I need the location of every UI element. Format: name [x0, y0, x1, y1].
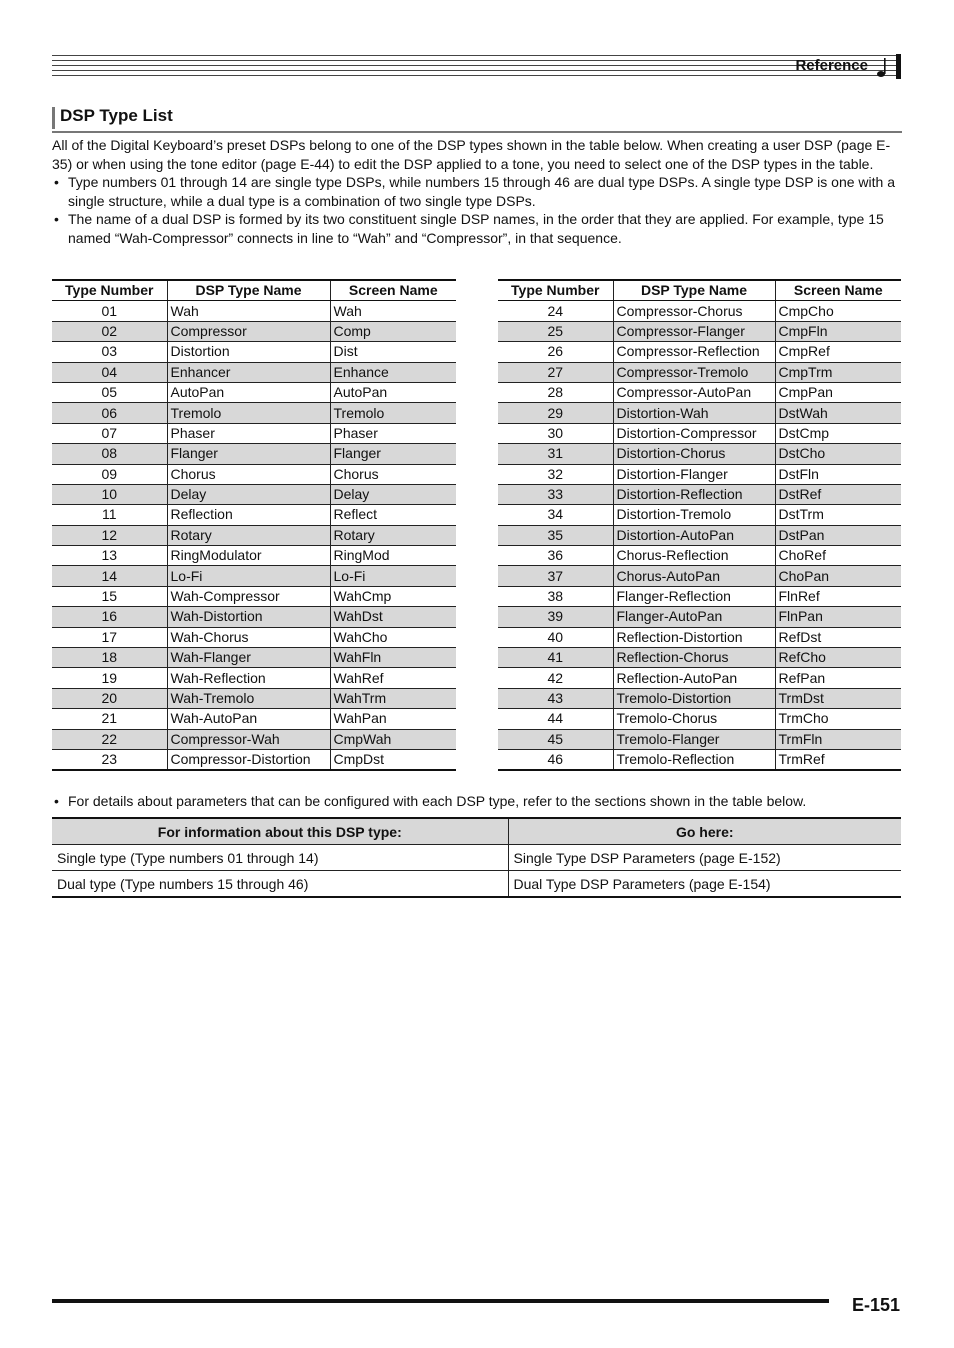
dsp-type-name-cell: Compressor-Chorus — [613, 301, 775, 321]
type-number-cell: 18 — [52, 648, 167, 668]
screen-name-cell: Reflect — [330, 505, 456, 525]
table-row — [52, 464, 456, 484]
type-number-cell: 10 — [52, 484, 167, 504]
dsp-type-name-cell: Wah-Chorus — [167, 627, 330, 647]
dsp-type-name-cell: Compressor-AutoPan — [613, 382, 775, 402]
screen-name-cell: DstCmp — [775, 423, 901, 443]
screen-name-cell: WahRef — [330, 668, 456, 688]
screen-name-cell: CmpCho — [775, 301, 901, 321]
type-number-cell: 08 — [52, 444, 167, 464]
screen-name-cell: TrmRef — [775, 749, 901, 770]
table-row — [498, 444, 901, 464]
type-number-cell: 07 — [52, 423, 167, 443]
dsp-type-name-cell: Compressor-Reflection — [613, 342, 775, 362]
type-number-cell: 29 — [498, 403, 613, 423]
screen-name-cell: DstTrm — [775, 505, 901, 525]
dsp-type-name-cell: Delay — [167, 484, 330, 504]
info-cell-type: Single type (Type numbers 01 through 14) — [52, 845, 508, 871]
type-number-cell: 02 — [52, 321, 167, 341]
table-row — [498, 648, 901, 668]
header-staff-lines — [52, 55, 898, 79]
dsp-type-name-cell: Wah-Compressor — [167, 586, 330, 606]
type-number-cell: 33 — [498, 484, 613, 504]
screen-name-cell: Flanger — [330, 444, 456, 464]
dsp-info-table — [52, 817, 901, 898]
screen-name-cell: Tremolo — [330, 403, 456, 423]
dsp-type-name-cell: Rotary — [167, 525, 330, 545]
dsp-type-name-cell: Tremolo-Flanger — [613, 729, 775, 749]
type-number-cell: 05 — [52, 382, 167, 402]
info-header-go-here: Go here: — [508, 818, 901, 845]
page-number: E-151 — [851, 1295, 900, 1315]
screen-name-cell: WahCmp — [330, 586, 456, 606]
type-number-cell: 40 — [498, 627, 613, 647]
dsp-type-name-cell: Distortion-Chorus — [613, 444, 775, 464]
dsp-type-name-cell: Wah-Flanger — [167, 648, 330, 668]
table-row — [498, 342, 901, 362]
table-row — [498, 668, 901, 688]
type-number-cell: 36 — [498, 546, 613, 566]
type-number-cell: 37 — [498, 566, 613, 586]
table-row — [498, 525, 901, 545]
col-header-dsp-type-name: DSP Type Name — [613, 280, 775, 301]
col-header-screen-name: Screen Name — [330, 280, 456, 301]
type-number-cell: 30 — [498, 423, 613, 443]
table-row — [498, 729, 901, 749]
table-row — [52, 505, 456, 525]
table-row — [52, 525, 456, 545]
table-row — [52, 566, 456, 586]
type-number-cell: 21 — [52, 709, 167, 729]
screen-name-cell: FlnPan — [775, 607, 901, 627]
type-number-cell: 38 — [498, 586, 613, 606]
table-row — [498, 749, 901, 770]
screen-name-cell: CmpRef — [775, 342, 901, 362]
table-row — [52, 586, 456, 606]
type-number-cell: 03 — [52, 342, 167, 362]
screen-name-cell: FlnRef — [775, 586, 901, 606]
section-title: DSP Type List — [60, 106, 173, 125]
dsp-type-name-cell: Lo-Fi — [167, 566, 330, 586]
screen-name-cell: WahPan — [330, 709, 456, 729]
dsp-type-name-cell: Compressor-Flanger — [613, 321, 775, 341]
screen-name-cell: RefPan — [775, 668, 901, 688]
type-number-cell: 32 — [498, 464, 613, 484]
col-header-screen-name: Screen Name — [775, 280, 901, 301]
screen-name-cell: CmpTrm — [775, 362, 901, 382]
screen-name-cell: CmpWah — [330, 729, 456, 749]
table-row — [498, 403, 901, 423]
type-number-cell: 35 — [498, 525, 613, 545]
screen-name-cell: Chorus — [330, 464, 456, 484]
screen-name-cell: DstRef — [775, 484, 901, 504]
screen-name-cell: RefDst — [775, 627, 901, 647]
table-row — [498, 484, 901, 504]
type-number-cell: 15 — [52, 586, 167, 606]
screen-name-cell: ChoPan — [775, 566, 901, 586]
table-row — [498, 607, 901, 627]
screen-name-cell: DstFln — [775, 464, 901, 484]
bullet-text: The name of a dual DSP is formed by its two constituent single DSP names, in the order that they are applied. For example, type 15 named “Wah-Compressor” connects in line to “Wah” and “Compressor”, in that sequence. — [68, 211, 884, 246]
dsp-type-name-cell: Distortion-Reflection — [613, 484, 775, 504]
table-row — [498, 382, 901, 402]
type-number-cell: 41 — [498, 648, 613, 668]
intro-paragraph: All of the Digital Keyboard’s preset DSPs belong to one of the DSP types shown in the table below. When creating a user DSP (page E-35) or when using the tone editor (page E-44) to edit the DSP applied to a tone, you need to select one of the DSP types in the table. — [52, 137, 891, 172]
type-number-cell: 34 — [498, 505, 613, 525]
dsp-type-name-cell: Flanger-Reflection — [613, 586, 775, 606]
type-number-cell: 46 — [498, 749, 613, 770]
table-row — [498, 546, 901, 566]
type-number-cell: 20 — [52, 688, 167, 708]
type-number-cell: 45 — [498, 729, 613, 749]
screen-name-cell: WahCho — [330, 627, 456, 647]
type-number-cell: 24 — [498, 301, 613, 321]
dsp-type-name-cell: Distortion-AutoPan — [613, 525, 775, 545]
screen-name-cell: WahFln — [330, 648, 456, 668]
dsp-type-name-cell: Distortion-Flanger — [613, 464, 775, 484]
table-row — [52, 607, 456, 627]
screen-name-cell: WahDst — [330, 607, 456, 627]
dsp-type-name-cell: Phaser — [167, 423, 330, 443]
info-cell-reference: Single Type DSP Parameters (page E-152) — [508, 845, 901, 871]
table-row — [52, 321, 456, 341]
bullet-text: Type numbers 01 through 14 are single type DSPs, while numbers 15 through 46 are dual type DSPs. A single type DSP is one with a single structure, while a dual type is a combination of two single type DSPs. — [68, 174, 895, 209]
type-number-cell: 16 — [52, 607, 167, 627]
music-note-icon — [876, 56, 888, 78]
table-row — [498, 362, 901, 382]
table-row — [52, 342, 456, 362]
col-header-type-number: Type Number — [498, 280, 613, 301]
col-header-dsp-type-name: DSP Type Name — [167, 280, 330, 301]
screen-name-cell: Lo-Fi — [330, 566, 456, 586]
type-number-cell: 31 — [498, 444, 613, 464]
screen-name-cell: RingMod — [330, 546, 456, 566]
type-number-cell: 11 — [52, 505, 167, 525]
dsp-type-name-cell: Reflection-Distortion — [613, 627, 775, 647]
screen-name-cell: CmpPan — [775, 382, 901, 402]
screen-name-cell: Rotary — [330, 525, 456, 545]
type-number-cell: 43 — [498, 688, 613, 708]
dsp-type-table-left — [52, 279, 456, 771]
type-number-cell: 09 — [52, 464, 167, 484]
dsp-type-table-right — [498, 279, 901, 771]
dsp-type-name-cell: Wah-AutoPan — [167, 709, 330, 729]
dsp-type-name-cell: Chorus — [167, 464, 330, 484]
screen-name-cell: DstCho — [775, 444, 901, 464]
type-number-cell: 25 — [498, 321, 613, 341]
type-number-cell: 19 — [52, 668, 167, 688]
type-number-cell: 44 — [498, 709, 613, 729]
table-row — [52, 749, 456, 770]
screen-name-cell: Dist — [330, 342, 456, 362]
table-row — [52, 688, 456, 708]
screen-name-cell: TrmCho — [775, 709, 901, 729]
footer-rule — [52, 1299, 829, 1303]
table-row — [52, 627, 456, 647]
table-row — [52, 668, 456, 688]
details-note — [52, 793, 806, 809]
type-number-cell: 39 — [498, 607, 613, 627]
dsp-type-name-cell: Flanger — [167, 444, 330, 464]
dsp-type-name-cell: Wah-Distortion — [167, 607, 330, 627]
col-header-type-number: Type Number — [52, 280, 167, 301]
screen-name-cell: Comp — [330, 321, 456, 341]
dsp-type-name-cell: Tremolo-Chorus — [613, 709, 775, 729]
screen-name-cell: Enhance — [330, 362, 456, 382]
table-row — [52, 423, 456, 443]
screen-name-cell: DstWah — [775, 403, 901, 423]
bullet-dot: • — [54, 211, 59, 228]
table-row — [498, 423, 901, 443]
intro-text — [52, 136, 902, 248]
dsp-type-name-cell: Distortion-Wah — [613, 403, 775, 423]
type-number-cell: 14 — [52, 566, 167, 586]
dsp-type-name-cell: Chorus-Reflection — [613, 546, 775, 566]
type-number-cell: 28 — [498, 382, 613, 402]
screen-name-cell: Delay — [330, 484, 456, 504]
dsp-type-name-cell: Wah-Reflection — [167, 668, 330, 688]
screen-name-cell: DstPan — [775, 525, 901, 545]
dsp-type-name-cell: Compressor-Wah — [167, 729, 330, 749]
info-header-type: For information about this DSP type: — [52, 818, 508, 845]
dsp-type-name-cell: Distortion-Compressor — [613, 423, 775, 443]
table-row — [52, 362, 456, 382]
screen-name-cell: ChoRef — [775, 546, 901, 566]
table-row — [498, 566, 901, 586]
type-number-cell: 22 — [52, 729, 167, 749]
table-row — [52, 729, 456, 749]
table-row — [52, 871, 901, 898]
screen-name-cell: RefCho — [775, 648, 901, 668]
info-cell-reference: Dual Type DSP Parameters (page E-154) — [508, 871, 901, 898]
dsp-type-name-cell: AutoPan — [167, 382, 330, 402]
type-number-cell: 01 — [52, 301, 167, 321]
header-reference-label: Reference — [795, 57, 868, 74]
table-row — [498, 505, 901, 525]
table-row — [498, 709, 901, 729]
dsp-type-name-cell: Wah-Tremolo — [167, 688, 330, 708]
screen-name-cell: WahTrm — [330, 688, 456, 708]
dsp-type-name-cell: Flanger-AutoPan — [613, 607, 775, 627]
dsp-type-name-cell: Compressor-Distortion — [167, 749, 330, 770]
type-number-cell: 42 — [498, 668, 613, 688]
table-row — [498, 688, 901, 708]
type-number-cell: 04 — [52, 362, 167, 382]
dsp-type-name-cell: Chorus-AutoPan — [613, 566, 775, 586]
screen-name-cell: CmpFln — [775, 321, 901, 341]
screen-name-cell: TrmDst — [775, 688, 901, 708]
dsp-type-name-cell: Reflection-Chorus — [613, 648, 775, 668]
type-number-cell: 23 — [52, 749, 167, 770]
table-row — [52, 546, 456, 566]
screen-name-cell: CmpDst — [330, 749, 456, 770]
dsp-type-name-cell: Tremolo-Reflection — [613, 749, 775, 770]
table-row — [498, 627, 901, 647]
type-number-cell: 27 — [498, 362, 613, 382]
table-row — [52, 484, 456, 504]
dsp-table-body-right — [498, 301, 901, 770]
dsp-type-name-cell: Compressor-Tremolo — [613, 362, 775, 382]
dsp-type-name-cell: Reflection — [167, 505, 330, 525]
table-row — [52, 403, 456, 423]
intro-bullet — [52, 173, 902, 210]
screen-name-cell: Phaser — [330, 423, 456, 443]
dsp-type-name-cell: Distortion — [167, 342, 330, 362]
screen-name-cell: Wah — [330, 301, 456, 321]
dsp-type-name-cell: Compressor — [167, 321, 330, 341]
details-note-text: For details about parameters that can be configured with each DSP type, refer to the sections shown in the table below. — [68, 793, 807, 809]
table-row — [498, 321, 901, 341]
dsp-type-name-cell: Distortion-Tremolo — [613, 505, 775, 525]
table-row — [52, 444, 456, 464]
type-number-cell: 17 — [52, 627, 167, 647]
table-row — [52, 301, 456, 321]
table-row — [52, 382, 456, 402]
table-row — [498, 586, 901, 606]
table-row — [52, 709, 456, 729]
table-row — [52, 648, 456, 668]
dsp-table-body-left — [52, 301, 456, 770]
table-row — [498, 301, 901, 321]
screen-name-cell: AutoPan — [330, 382, 456, 402]
dsp-type-name-cell: Reflection-AutoPan — [613, 668, 775, 688]
info-cell-type: Dual type (Type numbers 15 through 46) — [52, 871, 508, 898]
bullet-dot: • — [54, 174, 59, 191]
table-row — [498, 464, 901, 484]
dsp-type-name-cell: Tremolo — [167, 403, 330, 423]
bullet-dot: • — [54, 793, 59, 809]
dsp-type-name-cell: RingModulator — [167, 546, 330, 566]
type-number-cell: 13 — [52, 546, 167, 566]
section-heading — [52, 105, 902, 133]
section-marker — [52, 107, 55, 129]
dsp-type-name-cell: Wah — [167, 301, 330, 321]
intro-bullet — [52, 210, 902, 247]
dsp-type-name-cell: Enhancer — [167, 362, 330, 382]
type-number-cell: 26 — [498, 342, 613, 362]
screen-name-cell: TrmFln — [775, 729, 901, 749]
table-row — [52, 845, 901, 871]
header-end-bar — [896, 54, 901, 79]
type-number-cell: 12 — [52, 525, 167, 545]
type-number-cell: 06 — [52, 403, 167, 423]
dsp-type-name-cell: Tremolo-Distortion — [613, 688, 775, 708]
